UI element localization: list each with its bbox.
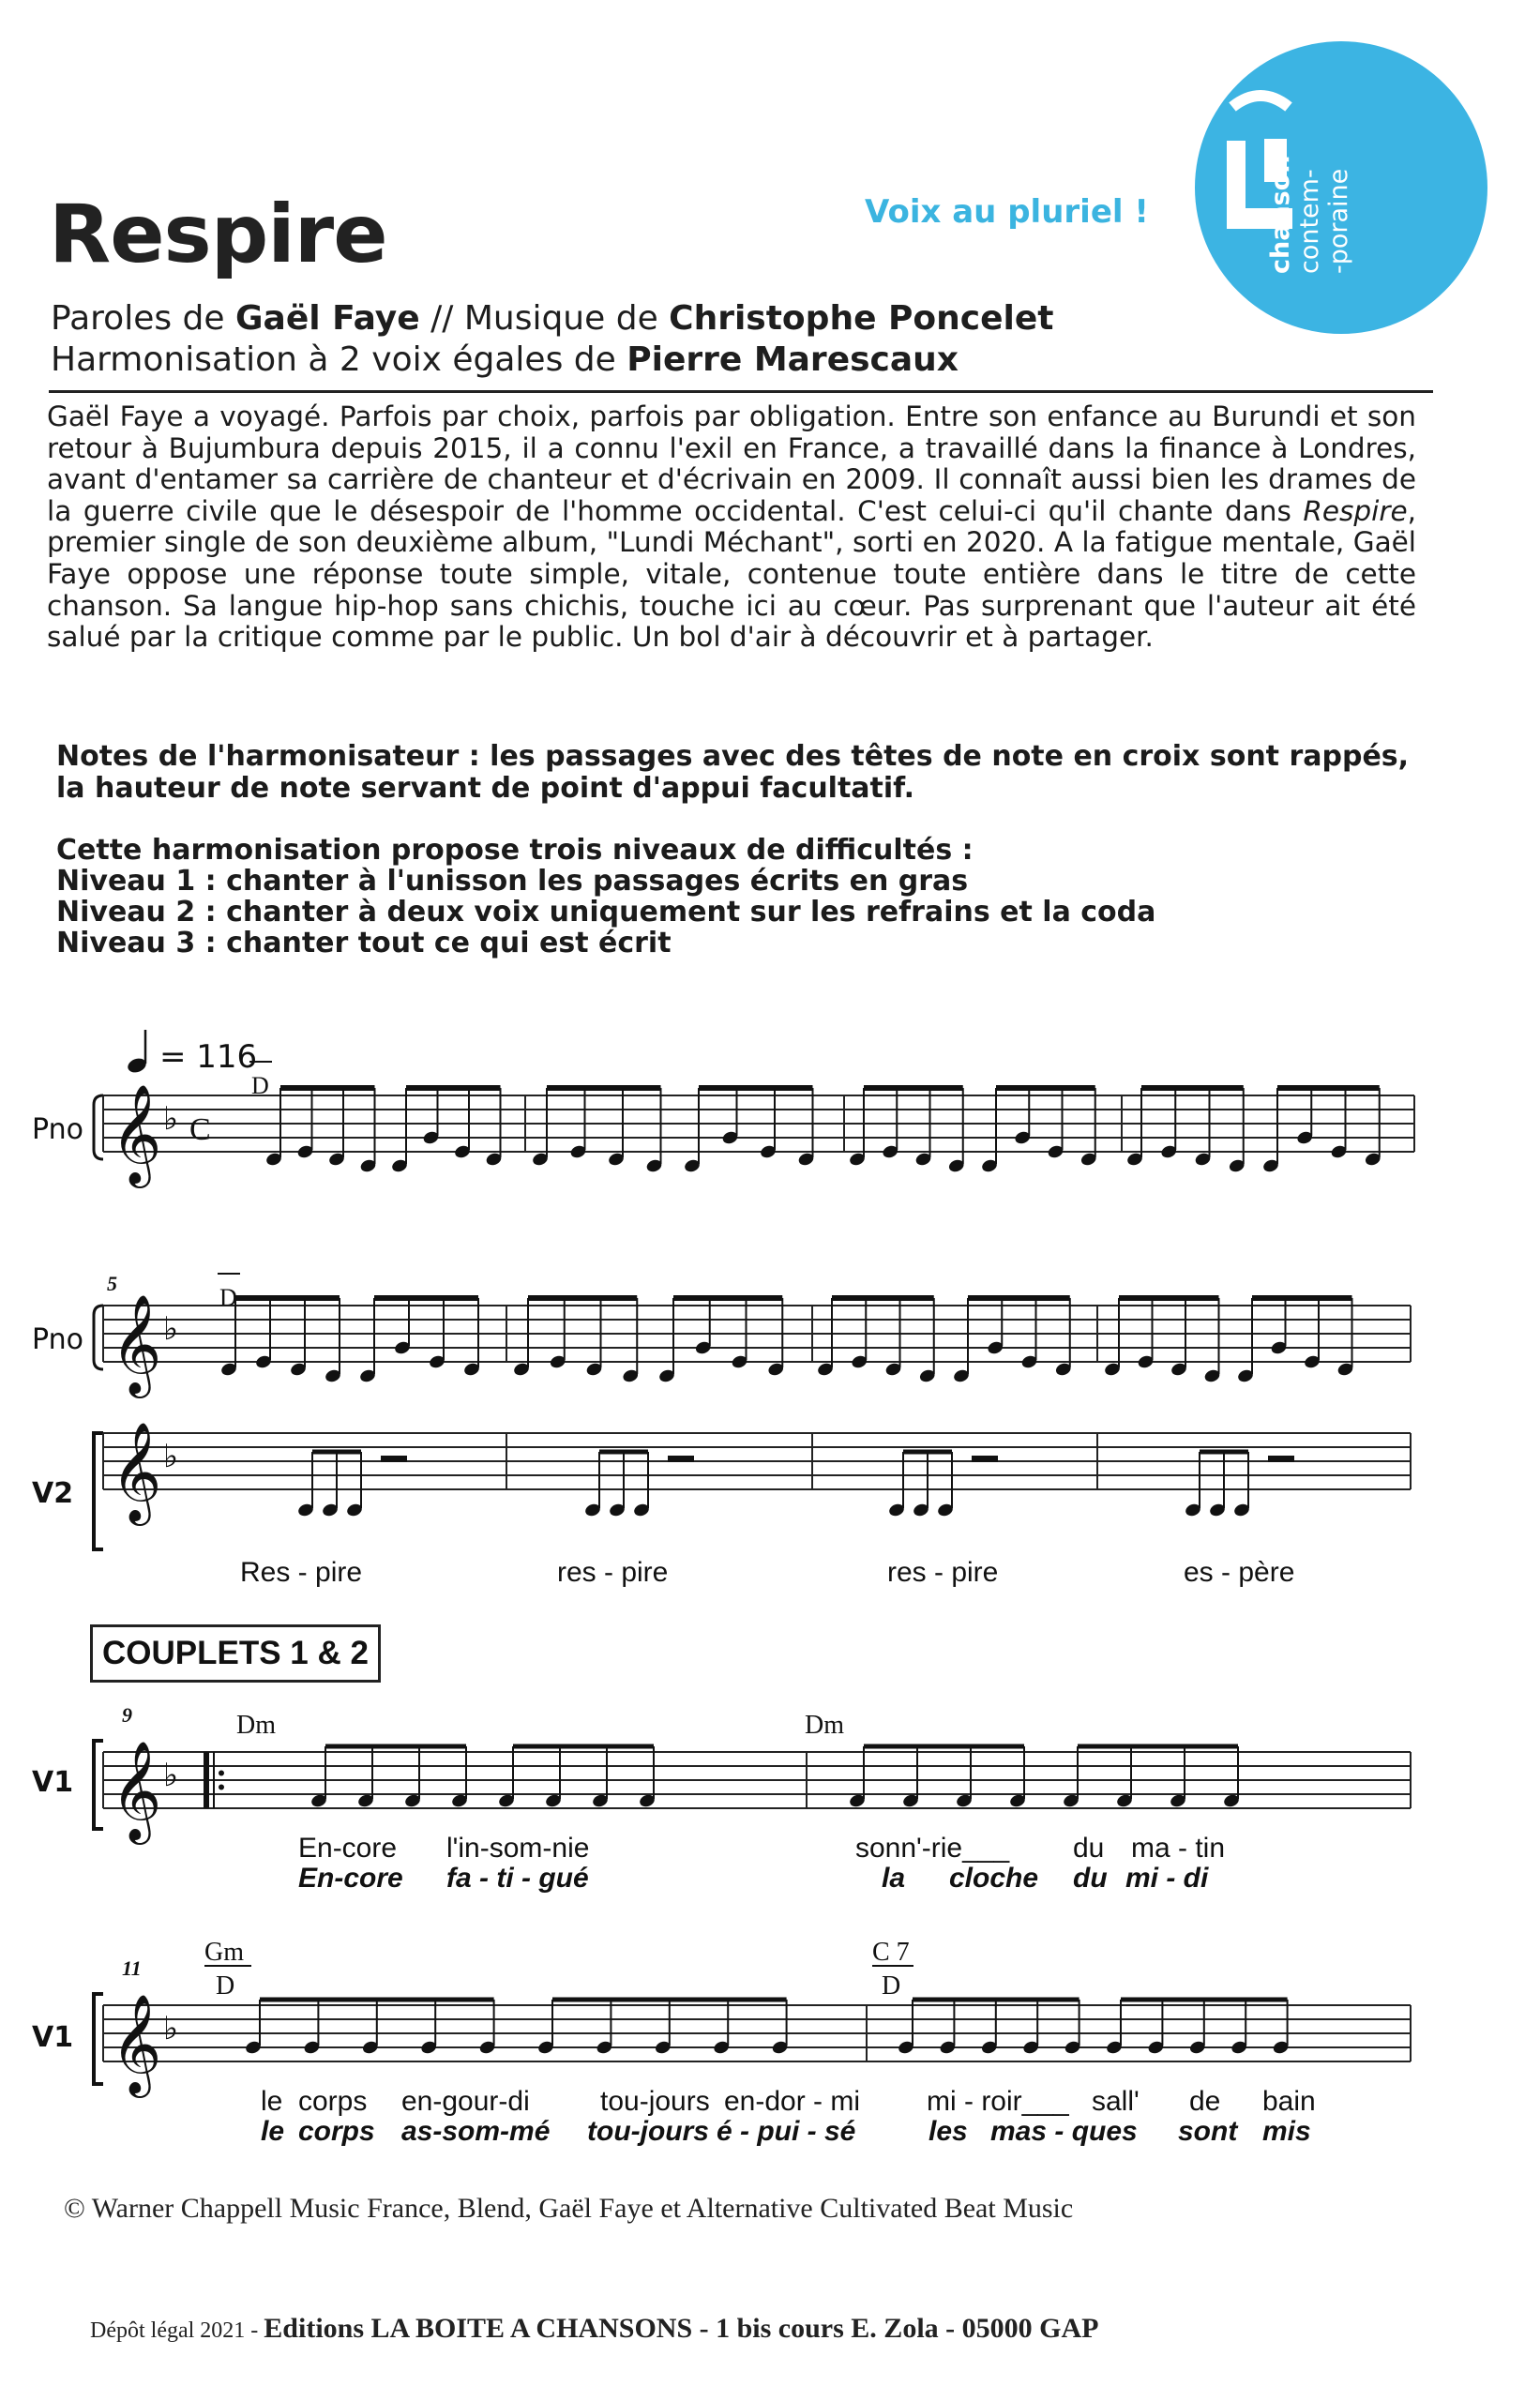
treble-clef-icon: 𝄞	[111, 1293, 162, 1394]
v1-11-v2-w7: mas - ques	[990, 2116, 1138, 2147]
v1-11-v2-w2: corps	[298, 2116, 375, 2147]
system-2	[32, 1272, 1411, 1588]
flat-icon: ♭	[163, 1757, 179, 1794]
v1-11-v1-w3: en-gour-di	[401, 2086, 530, 2117]
v1-9-v2-w5: du	[1073, 1863, 1108, 1894]
pno-label-1: Pno	[32, 1113, 83, 1146]
v1-9-v2-w2: fa - ti - gué	[446, 1863, 589, 1894]
staff-v1-1	[103, 1740, 1411, 1845]
flat-icon: ♭	[163, 1310, 179, 1348]
publisher-line	[90, 2313, 1098, 2345]
bracket-v2	[94, 1433, 103, 1549]
tempo-marking	[126, 1030, 257, 1076]
measure-number-11: 11	[122, 1956, 142, 1980]
bracket-v1-1	[94, 1741, 103, 1829]
intro-text-before: Gaël Faye a voyagé. Parfois par choix, parfois par obligation. Entre son enfance au Burundi et son retour à Bujumbura depuis 2015, il a connu l'exil en France, a travaillé dans la finance à Londres, avant d'entamer sa carrière de chanteur et d'écrivain en 2009. Il connaît aussi bien les drames de la guerre civile que le désespoir de l'homme occidental. C'est celui-ci qu'il chante dans	[47, 400, 1416, 527]
treble-clef-icon: 𝄞	[111, 1421, 162, 1521]
time-signature: C	[189, 1112, 211, 1147]
flat-icon: ♭	[163, 1100, 179, 1138]
staff-v1-2	[103, 1993, 1411, 2098]
v1-label-1: V1	[32, 1766, 74, 1799]
treble-clef-icon: 𝄞	[111, 1740, 162, 1840]
logo-line3: -poraine	[1324, 168, 1353, 274]
v1-11-v2-w3: as-som-mé	[401, 2116, 551, 2147]
logo-line2: contem-	[1295, 169, 1324, 274]
arranger-notes: Notes de l'harmonisateur : les passages avec des têtes de note en croix sont rappés, la hauteur de note servant de point d'appui facultatif.	[56, 740, 1410, 805]
intro-text-after: , premier single de son deuxième album, "Lundi Méchant", sorti en 2020. A la fatigue mentale, Gaël Faye oppose une réponse toute simple, vitale, contenue toute entière dans le titre de cette chanson. Sa langue hip-hop sans chichis, touche ici au cœur. Pas surprenant que l'auteur ait été salué par la critique comme par le public. Un bol d'air à découvrir et à partager.	[47, 494, 1416, 654]
v1-11-v1-w4: tou-jours	[600, 2086, 710, 2117]
v1-11-v2-w4: tou-jours	[587, 2116, 709, 2147]
staff-v2	[103, 1421, 1411, 1526]
tempo-text: = 116	[159, 1038, 258, 1076]
brace-1	[94, 1095, 103, 1159]
arranger: Pierre Marescaux	[627, 340, 959, 379]
chord-s3-m1: Dm	[236, 1711, 276, 1740]
v1-11-v1-w2: corps	[298, 2086, 368, 2117]
system-3	[32, 1703, 1411, 1894]
chord-s1-m1: D	[251, 1072, 269, 1099]
chord-s4-m2-bot: D	[882, 1971, 901, 2001]
v1-9-v1-w2: l'in-som-nie	[446, 1833, 590, 1864]
credits-mid: // Musique de	[419, 299, 670, 338]
v1-11-v1-w7: sall'	[1092, 2086, 1140, 2117]
v1-11-v2-w1: le	[261, 2116, 285, 2147]
depot-legal: Dépôt légal 2021 -	[90, 2318, 264, 2343]
treble-clef-icon: 𝄞	[111, 1993, 162, 2093]
v1-11-v1-w8: de	[1189, 2086, 1221, 2117]
system-1	[32, 1062, 1414, 1188]
chord-s3-m2: Dm	[805, 1711, 844, 1740]
v1-9-v2-w4: cloche	[949, 1863, 1039, 1894]
v1-11-v2-w8: sont	[1178, 2116, 1238, 2147]
credits-prefix: Paroles de	[51, 299, 235, 338]
v1-9-v2-w1: En-core	[298, 1863, 403, 1894]
v1-11-v2-w5: é - pui - sé	[717, 2116, 856, 2147]
v1-11-v1-w5: en-dor - mi	[724, 2086, 861, 2117]
system-4	[32, 1938, 1411, 2147]
level-1: Niveau 1 : chanter à l'unisson les passages écrits en gras	[56, 865, 969, 898]
v1-11-v1-w9: bain	[1262, 2086, 1316, 2117]
tagline: Voix au pluriel !	[865, 193, 1149, 231]
v1-9-v1-w1: En-core	[298, 1833, 398, 1864]
v2-label: V2	[32, 1477, 74, 1510]
level-2: Niveau 2 : chanter à deux voix uniquement sur les refrains et la coda	[56, 896, 1156, 929]
v1-label-2: V1	[32, 2021, 74, 2054]
arranger-prefix: Harmonisation à 2 voix égales de	[51, 340, 627, 379]
v1-11-v1-w6: mi - roir___	[927, 2086, 1069, 2117]
chord-s4-m1-bot: D	[216, 1971, 235, 2001]
chord-s4-m2-top: C 7	[872, 1938, 910, 1967]
v1-11-v2-w9: mis	[1262, 2116, 1311, 2147]
chord-s2-m1: D	[219, 1284, 237, 1311]
v1-9-v1-w3: sonn'-rie___	[855, 1833, 1010, 1864]
bracket-v1-2	[94, 1994, 103, 2084]
v1-9-v1-w4: du	[1073, 1833, 1105, 1864]
intro-song-title: Respire	[1303, 494, 1408, 527]
staff-piano-1	[103, 1083, 1414, 1188]
measure-number-9: 9	[122, 1703, 132, 1727]
v1-9-v2-w3: la	[882, 1863, 906, 1894]
v2-lyric-4: es - père	[1184, 1557, 1295, 1588]
level-3: Niveau 3 : chanter tout ce qui est écrit	[56, 927, 672, 959]
v1-9-v1-w5: ma - tin	[1131, 1833, 1226, 1864]
treble-clef-icon: 𝄞	[111, 1083, 162, 1184]
logo-line1: chanson	[1266, 155, 1295, 274]
copyright-notice: © Warner Chappell Music France, Blend, Gaël Faye et Alternative Cultivated Beat Music	[64, 2193, 1074, 2224]
v2-lyric-3: res - pire	[887, 1557, 999, 1588]
brace-2	[94, 1306, 103, 1369]
chord-s4-m1-top: Gm	[204, 1938, 244, 1967]
staff-piano-2	[103, 1293, 1411, 1398]
v1-9-v2-w6: mi - di	[1125, 1863, 1209, 1894]
v2-lyric-1: Res - pire	[240, 1557, 363, 1588]
composer: Christophe Poncelet	[669, 299, 1054, 338]
v1-11-v1-w1: le	[261, 2086, 283, 2117]
song-title: Respire	[49, 188, 387, 281]
pno-label-2: Pno	[32, 1323, 83, 1356]
v1-11-v2-w6: les	[929, 2116, 968, 2147]
measure-number-5: 5	[107, 1272, 117, 1295]
flat-icon: ♭	[163, 2010, 179, 2047]
flat-icon: ♭	[163, 1438, 179, 1475]
levels-intro: Cette harmonisation propose trois niveaux de difficultés :	[56, 834, 974, 867]
section-label-couplets: COUPLETS 1 & 2	[90, 1624, 381, 1683]
lyricist: Gaël Faye	[234, 299, 420, 338]
v2-lyric-2: res - pire	[557, 1557, 669, 1588]
publisher-address: Editions LA BOITE A CHANSONS - 1 bis cours E. Zola - 05000 GAP	[264, 2313, 1099, 2344]
